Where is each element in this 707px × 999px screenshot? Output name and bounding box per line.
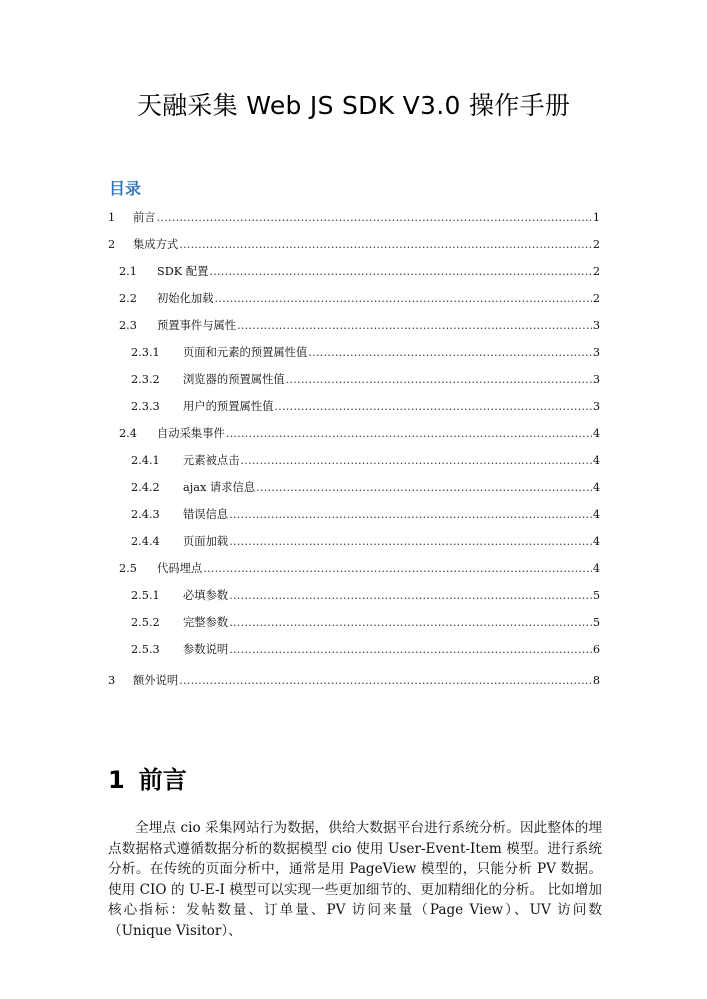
toc-leader-dots <box>274 400 591 413</box>
toc-entry-page: 4 <box>592 481 600 494</box>
toc-entry-number: 2 <box>108 238 116 251</box>
toc-entry-title: 前言 <box>133 211 156 224</box>
section-number: 1 <box>108 766 125 794</box>
toc-entry-2-4-2[interactable] <box>131 479 600 497</box>
toc-entry-page: 4 <box>592 535 600 548</box>
toc-entry-number: 2.5.1 <box>131 589 160 602</box>
toc-entry-number: 2.4.1 <box>131 454 160 467</box>
document-title: 天融采集 Web JS SDK V3.0 操作手册 <box>136 91 571 120</box>
toc-entry-title: ajax 请求信息 <box>183 481 256 494</box>
toc-entry-page: 2 <box>592 265 600 278</box>
toc-entry-title: 浏览器的预置属性值 <box>183 373 285 386</box>
toc-entry-number: 2.3.2 <box>131 373 160 386</box>
toc-entry-number: 2.4 <box>119 427 137 440</box>
toc-entry-page: 3 <box>592 400 600 413</box>
toc-entry-title: 自动采集事件 <box>157 427 225 440</box>
toc-entry-2-1[interactable] <box>119 263 600 281</box>
toc-entry-2-3-2[interactable] <box>131 371 600 389</box>
toc-entry-number: 2.4.2 <box>131 481 160 494</box>
toc-entry-page: 4 <box>592 562 600 575</box>
toc-leader-dots <box>256 481 592 494</box>
toc-entry-title: 预置事件与属性 <box>157 319 237 332</box>
toc-entry-2[interactable] <box>108 236 600 254</box>
toc-leader-dots <box>215 292 592 305</box>
toc-entry-2-5[interactable] <box>119 560 600 578</box>
toc-entry-number: 2.5 <box>119 562 137 575</box>
toc-entry-page: 1 <box>592 211 600 224</box>
toc-leader-dots <box>237 319 592 332</box>
toc-entry-page: 8 <box>592 674 600 687</box>
toc-leader-dots <box>203 562 592 575</box>
toc-entry-number: 2.2 <box>119 292 137 305</box>
toc-entry-number: 1 <box>108 211 116 224</box>
toc-entry-1[interactable] <box>108 209 600 227</box>
section-title: 前言 <box>138 766 187 794</box>
body-paragraph: 全埋点 cio 采集网站行为数据，供给大数据平台进行系统分析。因此整体的埋点数据格式遵循数据分析的数据模型 cio 使用 User-Event-Item 模型。进行系统分析。在传统的页面分析中，通常是用 PageView 模型的，只能分析 PV 数据。使用 CIO 的 U-E-I 模型可以实现一些更加细节的、更加精细化的分析。 比如增加核心指标：发帖数量、订单量、PV 访问来量（Page View）、UV 访问数（Unique Visitor）、 <box>108 820 602 939</box>
toc-entry-page: 5 <box>592 589 600 602</box>
toc-leader-dots <box>286 373 592 386</box>
toc-leader-dots <box>226 427 592 440</box>
toc-entry-title: 页面加载 <box>183 535 229 548</box>
toc-entry-page: 3 <box>592 346 600 359</box>
toc-leader-dots <box>229 643 592 656</box>
toc-leader-dots <box>229 508 592 521</box>
toc-entry-title: 用户的预置属性值 <box>183 400 274 413</box>
toc-leader-dots <box>229 616 592 629</box>
toc-entry-page: 6 <box>592 643 600 656</box>
toc-entry-number: 2.3.3 <box>131 400 160 413</box>
toc-entry-2-5-2[interactable] <box>131 614 600 632</box>
toc-entry-number: 3 <box>108 674 116 687</box>
toc-leader-dots <box>209 265 591 278</box>
toc-entry-page: 5 <box>592 616 600 629</box>
toc-entry-3[interactable] <box>108 672 600 690</box>
toc-entry-number: 2.5.3 <box>131 643 160 656</box>
toc-entry-2-5-1[interactable] <box>131 587 600 605</box>
toc-entry-number: 2.5.2 <box>131 616 160 629</box>
toc-leader-dots <box>308 346 592 359</box>
toc-entry-page: 4 <box>592 454 600 467</box>
toc-entry-2-3[interactable] <box>119 317 600 335</box>
toc-entry-2-3-1[interactable] <box>131 344 600 362</box>
toc-leader-dots <box>241 454 592 467</box>
toc-entry-title: 集成方式 <box>133 238 179 251</box>
toc-leader-dots <box>229 535 592 548</box>
toc-entry-2-4-1[interactable] <box>131 452 600 470</box>
toc-entry-page: 3 <box>592 319 600 332</box>
toc-entry-title: 必填参数 <box>183 589 229 602</box>
toc-entry-2-4[interactable] <box>119 425 600 443</box>
toc-entry-number: 2.3 <box>119 319 137 332</box>
toc-entry-title: 初始化加载 <box>157 292 214 305</box>
toc-entry-2-4-3[interactable] <box>131 506 600 524</box>
toc-entry-page: 2 <box>592 292 600 305</box>
toc-entry-title: 元素被点击 <box>183 454 240 467</box>
toc-entry-title: 额外说明 <box>133 674 179 687</box>
toc-leader-dots <box>157 211 592 224</box>
toc-entry-number: 2.3.1 <box>131 346 160 359</box>
toc-entry-title: SDK 配置 <box>157 265 209 278</box>
toc-entry-page: 3 <box>592 373 600 386</box>
toc-entry-page: 4 <box>592 427 600 440</box>
toc-entry-number: 2.4.4 <box>131 535 160 548</box>
toc-entry-2-3-3[interactable] <box>131 398 600 416</box>
toc-leader-dots <box>229 589 592 602</box>
toc-entry-title: 错误信息 <box>183 508 229 521</box>
toc-heading: 目录 <box>109 179 142 198</box>
toc-entry-title: 代码埋点 <box>157 562 203 575</box>
toc-entry-2-2[interactable] <box>119 290 600 308</box>
toc-entry-page: 2 <box>592 238 600 251</box>
section-heading <box>108 760 187 795</box>
toc-entry-title: 页面和元素的预置属性值 <box>183 346 308 359</box>
toc-entry-2-5-3[interactable] <box>131 641 600 659</box>
toc-entry-number: 2.1 <box>119 265 137 278</box>
toc-entry-title: 参数说明 <box>183 643 229 656</box>
toc-entry-title: 完整参数 <box>183 616 229 629</box>
toc-entry-page: 4 <box>592 508 600 521</box>
toc-leader-dots <box>179 674 592 687</box>
toc-entry-2-4-4[interactable] <box>131 533 600 551</box>
toc-entry-number: 2.4.3 <box>131 508 160 521</box>
toc-leader-dots <box>179 238 592 251</box>
